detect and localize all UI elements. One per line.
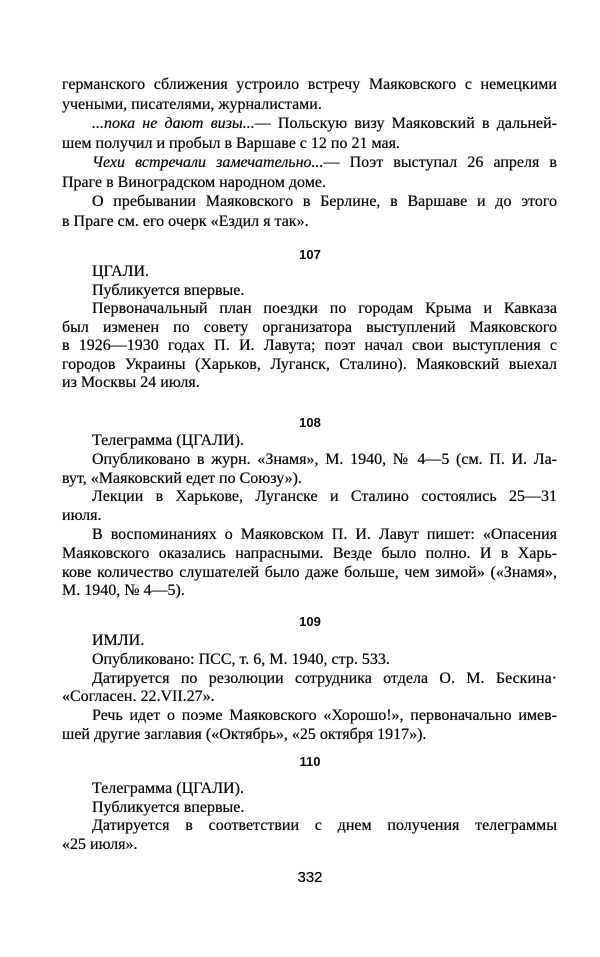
text-line <box>62 526 557 545</box>
text-line <box>62 432 557 451</box>
text-line <box>62 545 557 564</box>
line-text: шей другие заглавия («Октябрь», «25 октября 1917»). <box>62 725 427 743</box>
text-line <box>62 356 557 375</box>
line-text: Маяковского оказались напрасными. Везде было полно. И в Харь- <box>62 544 557 562</box>
text-line <box>62 95 557 115</box>
line-text: учеными, писателями, журналистами. <box>62 95 322 113</box>
line-text: ИМЛИ. <box>92 632 145 649</box>
text-line <box>62 582 557 601</box>
line-text: О пребывании Маяковского в Берлине, в Варшаве и до этого <box>92 193 557 210</box>
line-text: Опубликовано: ПСС, т. 6, М. 1940, стр. 533. <box>92 650 390 668</box>
text-line <box>62 451 557 470</box>
text-line <box>62 780 557 799</box>
text-line <box>62 507 557 526</box>
line-text: Датируется по резолюции сотрудника отдела О. М. Бескина· <box>92 669 557 687</box>
text-line <box>62 817 557 836</box>
section-number-110: 110 <box>299 754 321 769</box>
note-continuation <box>62 75 557 231</box>
text-line <box>62 670 557 689</box>
line-text: Телеграмма (ЦГАЛИ). <box>92 780 244 797</box>
text-line <box>62 374 557 393</box>
section-number-108: 108 <box>299 415 321 430</box>
line-text: «Согласен. 22.VII.27». <box>62 688 215 706</box>
text-line <box>62 564 557 583</box>
line-text: Телеграмма (ЦГАЛИ). <box>92 432 244 449</box>
line-text: — Поэт выступал 26 апреля в <box>323 154 557 171</box>
line-text: городов Украины (Харьков, Луганск, Сталино). Маяковский выехал <box>62 355 557 373</box>
text-line <box>62 134 557 154</box>
text-line <box>62 799 557 818</box>
text-line <box>62 192 557 212</box>
line-text: из Москвы 24 июля. <box>62 374 200 391</box>
note-109 <box>62 632 557 745</box>
section-number-109: 109 <box>299 614 321 629</box>
text-line <box>62 470 557 489</box>
line-text: шем получил и пробыл в Варшаве с 12 по 21 мая. <box>62 134 400 152</box>
line-text: Речь идет о поэме Маяковского «Хорошо!», первоначально имев- <box>92 707 557 725</box>
text-line <box>62 707 557 726</box>
line-text: Публикуется впервые. <box>92 798 245 816</box>
text-line <box>62 263 557 282</box>
text-line <box>62 173 557 193</box>
text-line <box>62 114 557 134</box>
line-text: Опубликовано в журн. «Знамя», М. 1940, № 4—5 (см. П. И. Ла- <box>92 450 557 468</box>
text-line <box>62 319 557 338</box>
text-line <box>62 300 557 319</box>
text-line <box>62 726 557 745</box>
line-text: «25 июля». <box>62 835 138 853</box>
line-text: в 1926—1930 годах П. И. Лавута; поэт начал свои выступления с <box>62 337 557 354</box>
note-107 <box>62 263 557 393</box>
text-line <box>62 153 557 173</box>
text-line <box>62 836 557 855</box>
line-text: В воспоминаниях о Маяковском П. И. Лавут пишет: «Опасения <box>92 525 557 543</box>
text-line <box>62 212 557 232</box>
line-text: Публикуется впервые. <box>92 281 245 299</box>
line-text: Лекции в Харькове, Луганске и Сталино состоялись 25—31 <box>92 488 557 506</box>
text-line <box>62 282 557 301</box>
line-text: в Праге см. его очерк «Ездил я так». <box>62 212 309 230</box>
line-text: Датируется в соответствии с днем получения телеграммы <box>92 817 557 834</box>
text-line <box>62 651 557 670</box>
line-text: германского сближения устроило встречу Маяковского с немецкими <box>62 76 557 93</box>
line-text: Праге в Виноградском народном доме. <box>62 173 326 191</box>
line-text: вут, «Маяковский едет по Союзу»). <box>62 469 302 487</box>
line-text: ЦГАЛИ. <box>92 263 150 280</box>
note-108 <box>62 432 557 601</box>
text-line <box>62 488 557 507</box>
line-text: — Польскую визу Маяковский в дальней- <box>254 115 557 132</box>
line-text: М. 1940, № 4—5). <box>62 582 185 600</box>
text-line <box>62 75 557 95</box>
line-text: кове количество слушателей было даже больше, чем зимой» («Знамя», <box>62 563 557 581</box>
text-line <box>62 632 557 651</box>
italic-quote: ...пока не дают визы... <box>92 115 255 132</box>
section-number-107: 107 <box>299 247 321 262</box>
line-text: был изменен по совету организатора выступлений Маяковского <box>62 318 557 336</box>
page-number: 332 <box>297 869 323 886</box>
note-110 <box>62 780 557 854</box>
text-line <box>62 688 557 707</box>
line-text: июля. <box>62 507 102 525</box>
italic-quote: Чехи встречали замечательно... <box>92 154 324 171</box>
line-text: Первоначальный план поездки по городам Крыма и Кавказа <box>92 300 557 317</box>
text-line <box>62 337 557 356</box>
